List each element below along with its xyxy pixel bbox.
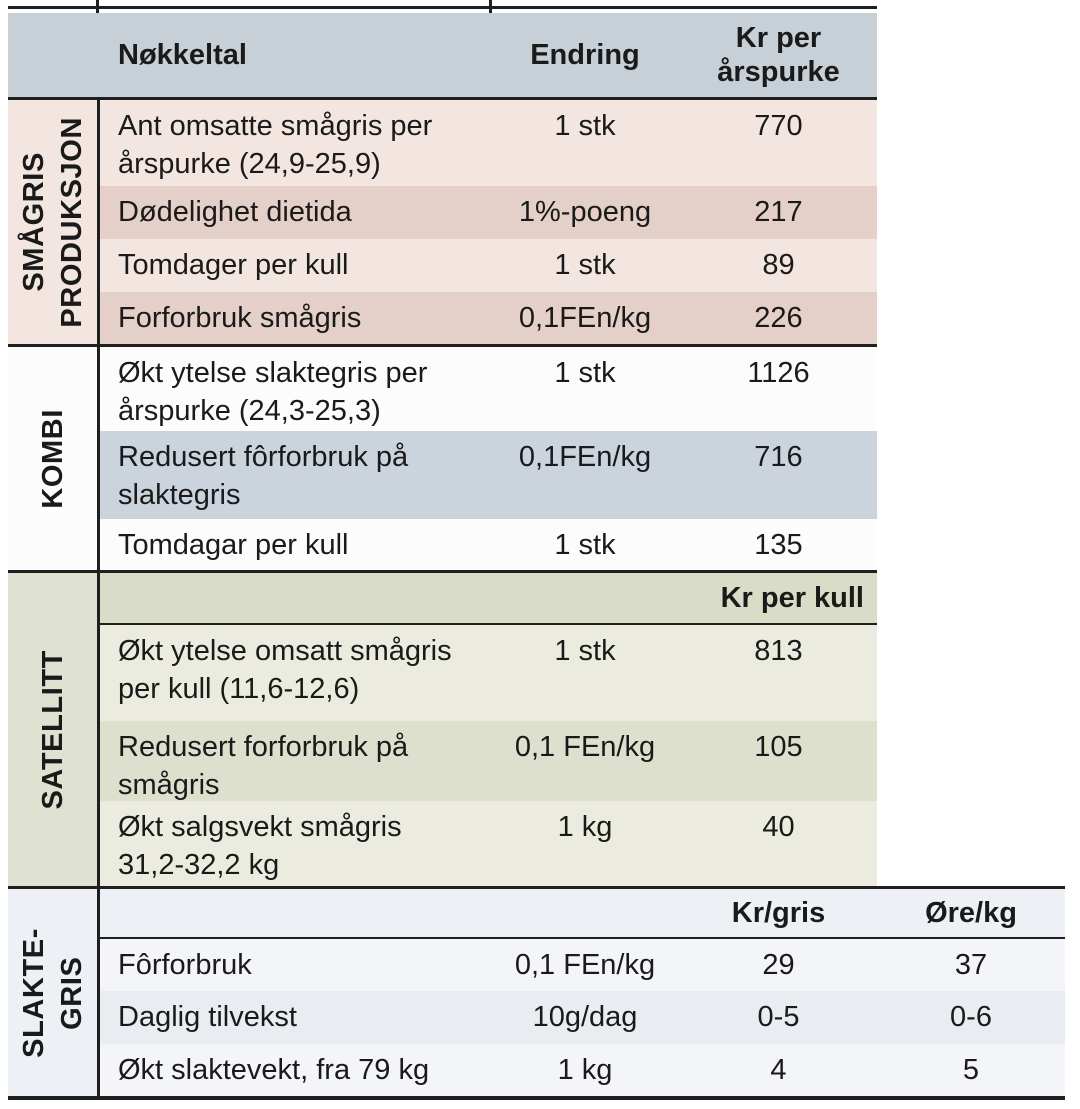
row-name-line: 31,2-32,2 kg <box>118 849 280 881</box>
row-endring-cell: 1 stk <box>554 635 616 667</box>
table-row <box>100 347 877 431</box>
row-endring-cell: 1 stk <box>554 357 616 389</box>
row-name-line: Daglig tilvekst <box>118 1001 297 1033</box>
row-value-cell: 813 <box>754 635 803 667</box>
section-kombi <box>8 347 1080 570</box>
row-endring-cell: 1 stk <box>554 529 616 561</box>
row-name-cell <box>100 431 490 519</box>
section-label-line: KOMBI <box>36 408 69 509</box>
table-row <box>100 801 877 886</box>
row-value-cell: 217 <box>754 196 803 228</box>
row-name-cell <box>100 721 490 804</box>
section-label-line: GRIS <box>55 955 88 1030</box>
table-row <box>100 186 877 239</box>
row-endring-cell: 0,1FEn/kg <box>518 441 652 473</box>
table-row <box>100 100 877 186</box>
row-name-line: Redusert fôrforbruk på <box>118 441 409 473</box>
row-value-cell: 0-5 <box>757 1001 800 1033</box>
row-name-cell <box>100 939 490 991</box>
table-row <box>100 721 877 801</box>
table-bottom-border <box>8 1096 1065 1100</box>
row-name-cell <box>100 625 490 721</box>
row-value-cell: 89 <box>762 249 795 281</box>
column-header-kr-per-arspurke <box>680 21 877 89</box>
row-value2-cell: 37 <box>954 949 988 981</box>
table-row <box>100 519 877 570</box>
section-label-slakte-gris <box>8 889 97 1096</box>
section-label-line: PRODUKSJON <box>55 116 88 328</box>
subheader-kr-per-kull-row <box>100 573 877 623</box>
section-slakte-gris <box>8 889 1080 1096</box>
row-endring-cell: 10g/dag <box>532 1001 638 1033</box>
section-label-text <box>15 117 91 328</box>
row-name-line: Økt ytelse omsatt smågris <box>118 635 452 667</box>
table-row <box>100 625 877 721</box>
row-name-cell <box>100 1044 490 1096</box>
row-value-cell: 29 <box>762 949 795 981</box>
section-label-line: SATELLITT <box>36 649 69 810</box>
section-smagris-produksjon <box>8 100 1080 344</box>
row-name-cell <box>100 347 490 431</box>
row-name-cell <box>100 186 490 239</box>
row-endring-cell: 1 kg <box>557 1054 613 1086</box>
row-name-line: Dødelighet dietida <box>118 196 352 228</box>
column-header-endring: Endring <box>530 39 640 71</box>
row-name-line: Redusert forforbruk på <box>118 731 409 763</box>
row-name-line: Økt slaktevekt, fra 79 kg <box>118 1054 430 1086</box>
header-value-line2: årspurke <box>717 56 840 88</box>
section-content <box>100 573 877 886</box>
section-content <box>100 347 877 570</box>
row-name-cell <box>100 100 490 186</box>
section-label-text <box>15 928 91 1058</box>
row-name-cell <box>100 292 490 344</box>
column-header-nokkeltal: Nøkkeltal <box>118 39 247 71</box>
row-value-cell: 226 <box>754 302 803 334</box>
row-endring-cell: 0,1 FEn/kg <box>514 731 656 763</box>
section-label-text <box>34 650 72 810</box>
table-row <box>100 939 1065 991</box>
section-label-kombi <box>8 347 97 570</box>
row-value2-cell: 5 <box>962 1054 980 1086</box>
row-value2-cell: 0-6 <box>950 1001 992 1033</box>
table-row <box>100 1044 1065 1096</box>
row-name-line: Tomdagar per kull <box>118 529 349 561</box>
row-endring-cell: 0,1 FEn/kg <box>514 949 656 981</box>
table-header-row <box>8 13 877 97</box>
table-row <box>100 292 877 344</box>
section-content <box>100 889 1065 1096</box>
row-value-cell: 40 <box>762 811 795 843</box>
row-name-line: Økt ytelse slaktegris per <box>118 357 428 389</box>
row-name-line: Tomdager per kull <box>118 249 349 281</box>
table-row <box>100 431 877 519</box>
header-value-line1: Kr per <box>735 22 822 54</box>
row-endring-cell: 1 stk <box>554 110 616 142</box>
row-name-line: årspurke (24,3-25,3) <box>118 395 381 427</box>
subheader-ore-kg: Øre/kg <box>925 897 1017 929</box>
row-value-cell: 1126 <box>747 357 810 389</box>
section-label-line: SMÅGRIS <box>17 152 50 292</box>
row-name-line: slaktegris <box>118 479 241 511</box>
subheader-kr-gris-ore-kg-row <box>100 889 1065 937</box>
row-name-line: Forforbruk smågris <box>118 302 362 334</box>
row-name-line: smågris <box>118 769 220 801</box>
section-content <box>100 100 877 344</box>
section-satellitt <box>8 573 1080 886</box>
row-value-cell: 135 <box>754 529 803 561</box>
section-label-smagris-produksjon <box>8 100 97 344</box>
subheader-kr-gris: Kr/gris <box>731 897 826 929</box>
row-name-line: Ant omsatte smågris per <box>118 110 433 142</box>
section-label-satellitt <box>8 573 97 886</box>
table-row <box>100 239 877 292</box>
section-label-line: SLAKTE- <box>17 927 50 1058</box>
row-name-cell <box>100 801 490 886</box>
row-endring-cell: 0,1FEn/kg <box>518 302 652 334</box>
row-endring-cell: 1 kg <box>557 811 613 843</box>
section-label-text <box>34 409 72 509</box>
row-name-cell <box>100 239 490 292</box>
row-name-line: årspurke (24,9-25,9) <box>118 148 381 180</box>
row-value-cell: 4 <box>770 1054 787 1086</box>
subheader-kr-per-kull: Kr per kull <box>720 582 864 614</box>
row-name-line: per kull (11,6-12,6) <box>118 673 360 705</box>
row-name-cell <box>100 519 490 570</box>
row-name-line: Fôrforbruk <box>118 949 252 981</box>
row-endring-cell: 1%-poeng <box>518 196 652 228</box>
row-value-cell: 105 <box>754 731 803 763</box>
row-name-cell <box>100 991 490 1044</box>
table-row <box>100 991 1065 1044</box>
row-value-cell: 716 <box>754 441 803 473</box>
row-name-line: Økt salgsvekt smågris <box>118 811 402 843</box>
column-keyline-tick-left <box>96 0 99 13</box>
row-value-cell: 770 <box>754 110 803 142</box>
row-endring-cell: 1 stk <box>554 249 616 281</box>
column-keyline-tick-mid <box>489 0 492 13</box>
